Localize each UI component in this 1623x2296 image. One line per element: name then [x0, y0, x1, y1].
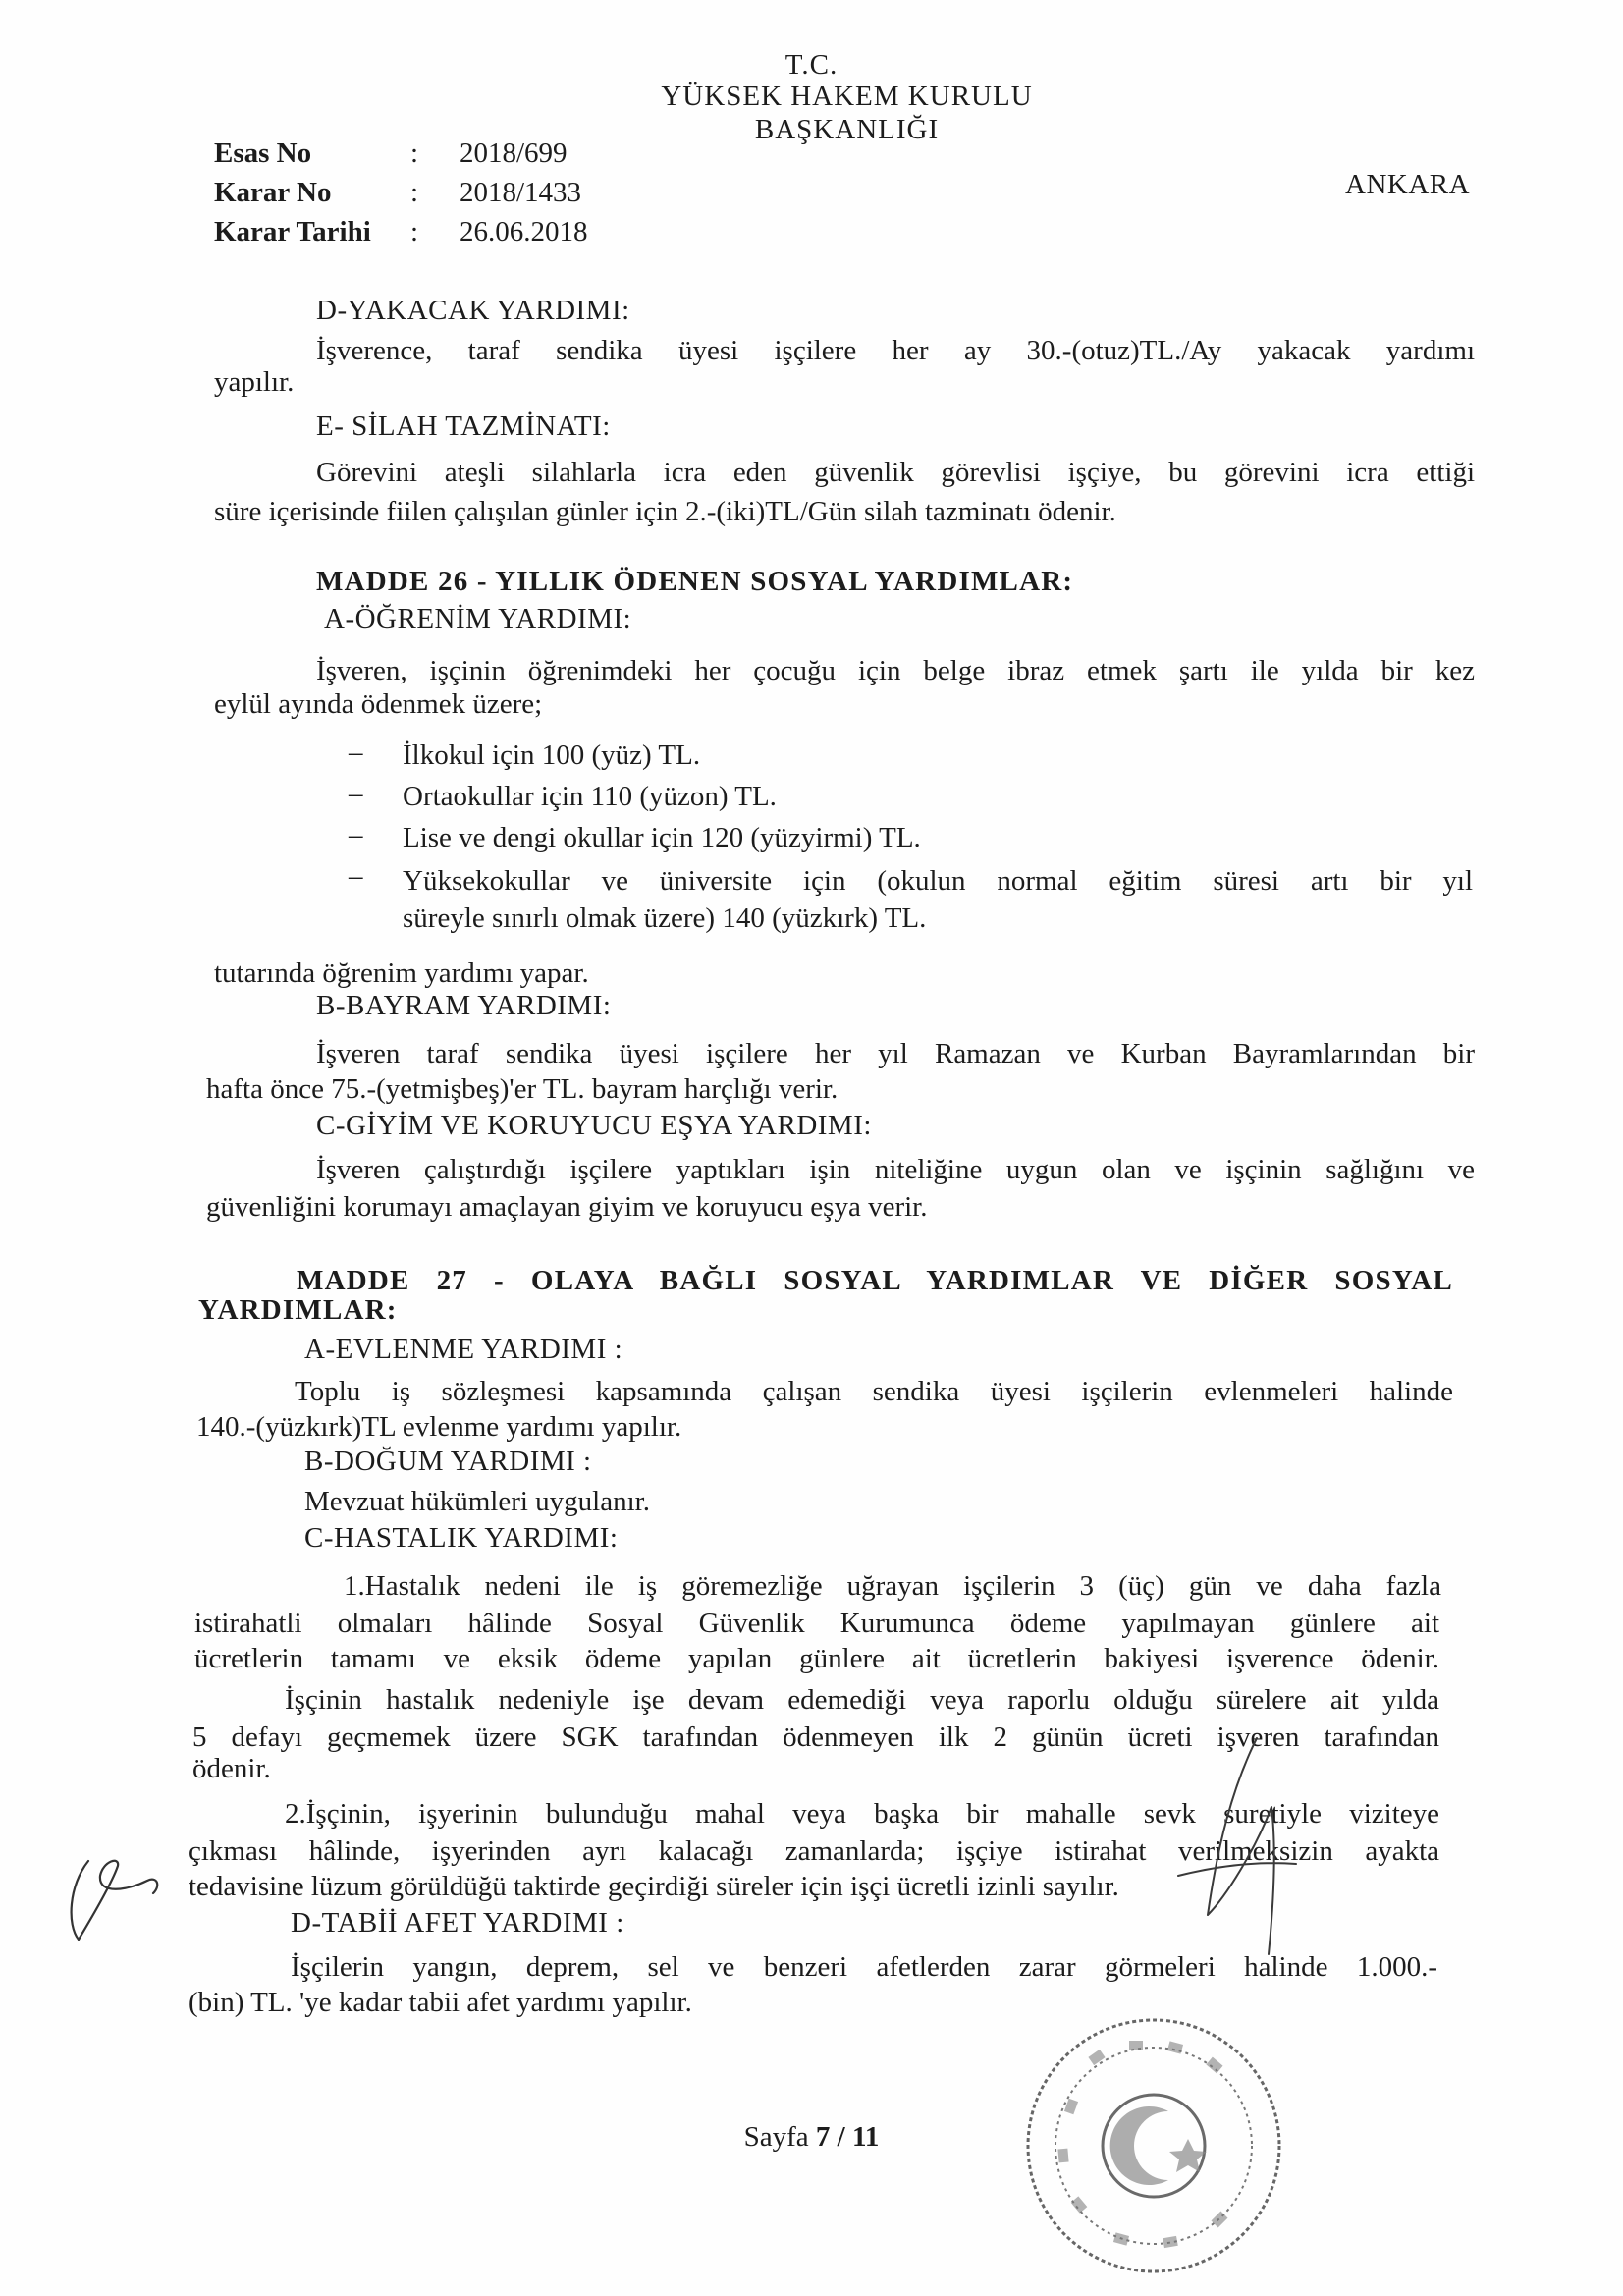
header-city: ANKARA [1345, 169, 1471, 200]
paragraph-line: (bin) TL. 'ye kadar tabii afet yardımı yapılır. [189, 1987, 692, 2018]
meta-esas-label: Esas No [214, 137, 312, 169]
meta-tarih-value: 26.06.2018 [460, 216, 588, 247]
paragraph-line: 140.-(yüzkırk)TL evlenme yardımı yapılır. [196, 1411, 682, 1443]
page-current: 7 [815, 2121, 831, 2153]
paragraph-line: tutarında öğrenim yardımı yapar. [214, 957, 589, 989]
list-dash: – [349, 737, 363, 768]
section-title: B-DOĞUM YARDIMI : [304, 1446, 592, 1477]
section-title: A-ÖĞRENİM YARDIMI: [324, 603, 632, 634]
article-heading: MADDE 26 - YILLIK ÖDENEN SOSYAL YARDIMLAR: [316, 566, 1074, 597]
paragraph-line: ücretlerin tamamı ve eksik ödeme yapılan günlere ait ücretlerin bakiyesi işverence ödenir. [194, 1643, 1439, 1674]
page-number [0, 2121, 1623, 2154]
header-presidency: BAŞKANLIĞI [754, 114, 940, 145]
article-heading-continued: YARDIMLAR: [198, 1294, 398, 1326]
header-tc: T.C. [784, 49, 839, 81]
meta-esas-value: 2018/699 [460, 137, 568, 169]
meta-colon: : [410, 177, 419, 208]
paragraph-line: eylül ayında ödenmek üzere; [214, 688, 543, 720]
meta-karar [214, 177, 581, 209]
section-title: A-EVLENME YARDIMI : [304, 1334, 623, 1365]
article-heading: MADDE 27 - OLAYA BAĞLI SOSYAL YARDIMLAR VE DİĞER SOSYAL [297, 1265, 1453, 1296]
paragraph-line: hafta önce 75.-(yetmişbeş)'er TL. bayram harçlığı verir. [206, 1073, 839, 1105]
section-title: B-BAYRAM YARDIMI: [316, 990, 612, 1021]
paragraph-line: İşçinin hastalık nedeniyle işe devam edemediği veya raporlu olduğu sürelere ait yılda [285, 1684, 1439, 1716]
meta-karar-value: 2018/1433 [460, 177, 582, 208]
meta-colon: : [410, 137, 419, 169]
list-item: Yüksekokullar ve üniversite için (okulun normal eğitim süresi artı bir yıl [403, 865, 1473, 897]
list-dash: – [349, 778, 363, 809]
paragraph-line: 1.Hastalık nedeni ile iş göremezliğe uğrayan işçilerin 3 (üç) gün ve daha fazla [344, 1570, 1441, 1602]
header-institution: YÜKSEK HAKEM KURULU [661, 81, 1033, 112]
paragraph-line: süre içerisinde fiilen çalışılan günler için 2.-(iki)TL/Gün silah tazminatı ödenir. [214, 496, 1116, 527]
paragraph-line: tedavisine lüzum görüldüğü taktirde geçirdiği süreler için işçi ücretli izinli sayılır. [189, 1871, 1119, 1902]
list-item-continued: süreyle sınırlı olmak üzere) 140 (yüzkırk) TL. [403, 902, 927, 934]
paragraph-line: İşverence, taraf sendika üyesi işçilere her ay 30.-(otuz)TL./Ay yakacak yardımı [316, 335, 1475, 366]
paragraph-line: yapılır. [214, 366, 295, 398]
meta-tarih [214, 216, 588, 248]
paragraph-line: İşveren taraf sendika üyesi işçilere her yıl Ramazan ve Kurban Bayramlarından bir [316, 1038, 1475, 1069]
page-label: Sayfa [743, 2121, 809, 2153]
list-item: İlkokul için 100 (yüz) TL. [403, 739, 701, 771]
paragraph-line: 2.İşçinin, işyerinin bulunduğu mahal veya başka bir mahalle sevk suretiyle viziteye [285, 1798, 1439, 1830]
section-title: C-HASTALIK YARDIMI: [304, 1522, 619, 1554]
list-dash: – [349, 860, 363, 892]
paragraph-line: 5 defayı geçmemek üzere SGK tarafından ödenmeyen ilk 2 günün ücreti işveren tarafından [192, 1722, 1439, 1753]
list-item: Lise ve dengi okullar için 120 (yüzyirmi) TL. [403, 822, 921, 853]
paragraph-line: Görevini ateşli silahlarla icra eden güvenlik görevlisi işçiye, bu görevini icra ettiği [316, 457, 1475, 488]
meta-karar-label: Karar No [214, 177, 332, 208]
list-dash: – [349, 819, 363, 850]
page-separator: / [837, 2121, 845, 2153]
meta-tarih-label: Karar Tarihi [214, 216, 371, 247]
section-title: D-TABİİ AFET YARDIMI : [291, 1907, 624, 1939]
meta-colon: : [410, 216, 419, 247]
meta-esas [214, 137, 568, 170]
paraph-signature-icon [59, 1846, 177, 1954]
list-item: Ortaokullar için 110 (yüzon) TL. [403, 781, 777, 812]
section-title: D-YAKACAK YARDIMI: [316, 295, 630, 326]
paragraph-line: İşçilerin yangın, deprem, sel ve benzeri afetlerden zarar görmeleri halinde 1.000.- [291, 1951, 1437, 1983]
paragraph-line: İşveren çalıştırdığı işçilere yaptıkları işin niteliğine uygun olan ve işçinin sağlığını ve [316, 1154, 1475, 1185]
paragraph-line: istirahatli olmaları hâlinde Sosyal Güvenlik Kurumunca ödeme yapılmayan günlere ait [194, 1608, 1439, 1639]
signature-icon [1139, 1728, 1306, 1984]
section-title: E- SİLAH TAZMİNATI: [316, 410, 611, 442]
paragraph-line: çıkması hâlinde, işyerinden ayrı kalacağı zamanlarda; işçiye istirahat verilmeksizin ayakta [189, 1835, 1439, 1867]
paragraph-line: ödenir. [192, 1753, 271, 1784]
paragraph-line: Toplu iş sözleşmesi kapsamında çalışan sendika üyesi işçilerin evlenmeleri halinde [295, 1376, 1453, 1407]
section-title: C-GİYİM VE KORUYUCU EŞYA YARDIMI: [316, 1110, 872, 1141]
page-total: 11 [851, 2121, 880, 2153]
paragraph-line: İşveren, işçinin öğrenimdeki her çocuğu için belge ibraz etmek şartı ile yılda bir kez [316, 655, 1475, 686]
paragraph-line: Mevzuat hükümleri uygulanır. [304, 1486, 650, 1517]
paragraph-line: güvenliğini korumayı amaçlayan giyim ve koruyucu eşya verir. [206, 1191, 928, 1223]
